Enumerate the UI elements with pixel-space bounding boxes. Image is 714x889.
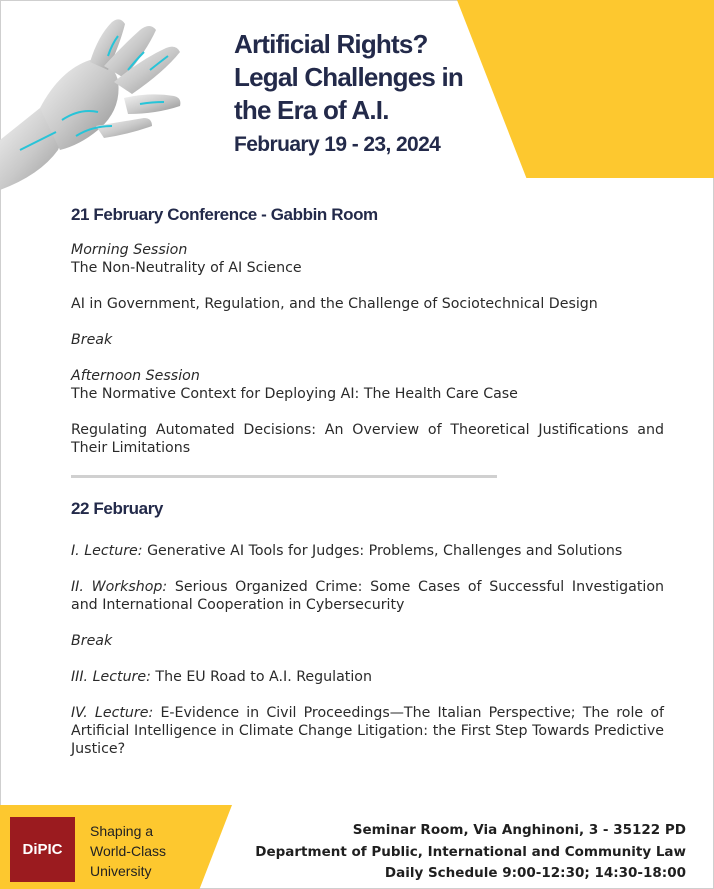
- footer-info: [255, 820, 686, 885]
- morning-session-label: Morning Session: [71, 242, 188, 258]
- item-label: IV. Lecture:: [71, 705, 154, 721]
- afternoon-session-label: Afternoon Session: [71, 368, 200, 384]
- tagline-line: Shaping a: [90, 823, 154, 839]
- item-label: II. Workshop:: [71, 579, 168, 595]
- event-title-block: [234, 28, 494, 157]
- day1-heading: 21 February Conference - Gabbin Room: [71, 205, 378, 224]
- title-line-2: Legal Challenges in: [234, 62, 463, 92]
- title-line-3: the Era of A.I.: [234, 95, 389, 125]
- item-label: III. Lecture:: [71, 669, 151, 685]
- program-item: [71, 578, 664, 614]
- program-item: [71, 704, 664, 758]
- schedule: Daily Schedule 9:00-12:30; 14:30-18:00: [384, 865, 686, 881]
- day2-heading: 22 February: [71, 499, 163, 518]
- logo-text: DiPIC: [22, 841, 63, 858]
- item-title: The EU Road to A.I. Regulation: [155, 669, 372, 685]
- item-title: Serious Organized Crime: Some Cases of Successful Investigation and International Cooperation in Cybersecurity: [71, 579, 665, 613]
- session-block-afternoon: [71, 367, 664, 403]
- program-item: [71, 542, 664, 560]
- talk-title: Regulating Automated Decisions: An Overview of Theoretical Justifications and Their Limitations: [71, 422, 664, 456]
- item-title: Generative AI Tools for Judges: Problems, Challenges and Solutions: [147, 543, 623, 559]
- break-label: Break: [71, 332, 113, 348]
- title-line-1: Artificial Rights?: [234, 29, 428, 59]
- session-block-morning: [71, 241, 664, 277]
- item-title: E-Evidence in Civil Proceedings—The Italian Perspective; The role of Artificial Intelligence in Climate Change Litigation: the First Step Towards Predictive Justice?: [71, 705, 664, 757]
- robotic-hand-illustration: [0, 0, 215, 190]
- section-divider: [71, 475, 497, 478]
- event-date: February 19 - 23, 2024: [234, 133, 441, 156]
- program-item: [71, 668, 664, 686]
- tagline-line: World-Class: [90, 843, 166, 859]
- dipic-logo: [10, 817, 75, 882]
- tagline-line: University: [90, 863, 152, 879]
- talk-title: The Normative Context for Deploying AI: The Health Care Case: [71, 386, 518, 402]
- break-label: Break: [71, 633, 113, 649]
- venue: Seminar Room, Via Anghinoni, 3 - 35122 PD: [352, 822, 686, 838]
- item-label: I. Lecture:: [71, 543, 143, 559]
- talk-title: AI in Government, Regulation, and the Challenge of Sociotechnical Design: [71, 296, 598, 312]
- tagline: [90, 821, 220, 881]
- talk-title: The Non-Neutrality of AI Science: [71, 260, 302, 276]
- department: Department of Public, International and Community Law: [255, 843, 686, 860]
